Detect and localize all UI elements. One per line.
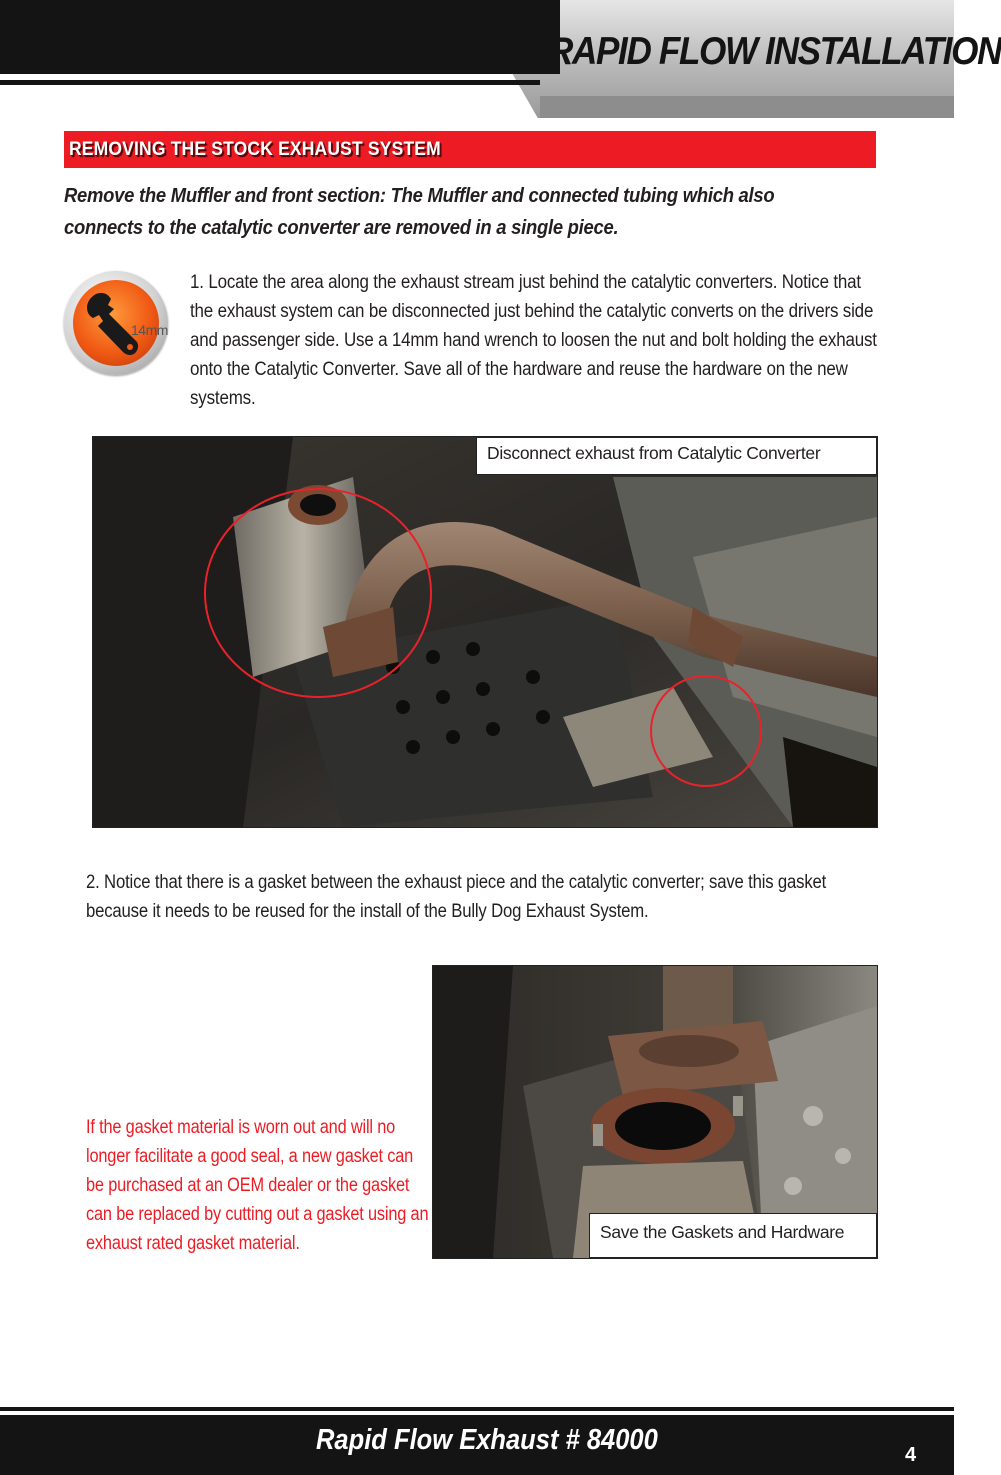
page-title: RAPID FLOW INSTALLATION bbox=[548, 30, 1001, 73]
section-title: REMOVING THE STOCK EXHAUST SYSTEM bbox=[69, 139, 441, 160]
photo-2-caption: Save the Gaskets and Hardware bbox=[589, 1213, 877, 1258]
footer-rule bbox=[0, 1407, 954, 1411]
gasket-replacement-note: If the gasket material is worn out and will no longer facilitate a good seal, a new gasket can be purchased at an OEM dealer or the gasket can be replaced by cutting out a gasket using an exhaust rated gasket material. bbox=[86, 1117, 429, 1254]
photo-catalytic-converter bbox=[92, 436, 878, 828]
exhaust-underbody-image bbox=[93, 437, 877, 827]
step-1-text: 1. Locate the area along the exhaust stream just behind the catalytic converters. Notice that the exhaust system can be disconnected just behind the catalytic converts on the drivers side and passenger side. Use a 14mm hand wrench to loosen the nut and bolt holding the exhaust onto the Catalytic Converter. Save all of the hardware and reuse the hardware on the new systems. bbox=[190, 272, 877, 409]
footer-title: Rapid Flow Exhaust # 84000 bbox=[316, 1424, 658, 1456]
header-black-band bbox=[0, 0, 560, 74]
step-2-text: 2. Notice that there is a gasket between the exhaust piece and the catalytic converter; save this gasket because it needs to be reused for the install of the Bully Dog Exhaust System. bbox=[86, 872, 827, 922]
photo-1-caption: Disconnect exhaust from Catalytic Converter bbox=[476, 437, 877, 475]
page-number: 4 bbox=[905, 1444, 917, 1466]
section-intro: Remove the Muffler and front section: The Muffler and connected tubing which also connects to the catalytic converter are removed in a single piece. bbox=[64, 184, 775, 239]
header-rule bbox=[0, 80, 540, 85]
tool-badge bbox=[64, 271, 168, 375]
header-gray-shadow bbox=[540, 96, 954, 118]
tool-badge-face bbox=[73, 280, 168, 366]
tool-size-label: 14mm bbox=[131, 322, 168, 338]
